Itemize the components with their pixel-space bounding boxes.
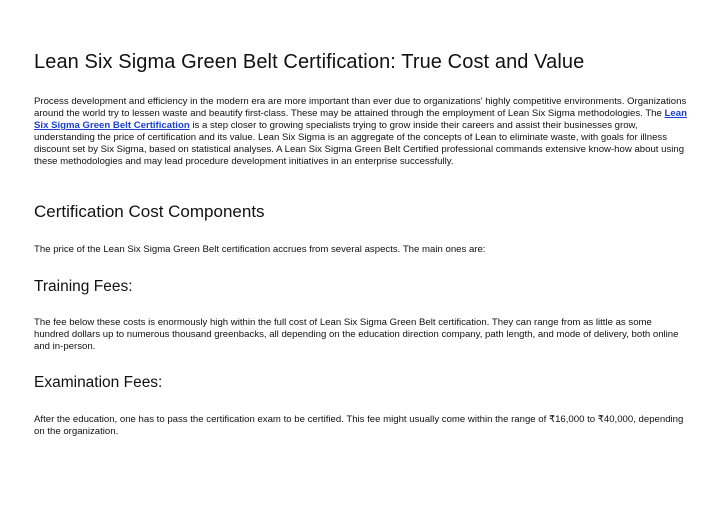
intro-text-after-link: is a step closer to growing specialists trying to grow inside their careers and assist their businesses grow, understanding the price of certification and its value. Lean Six Sigma is an aggregate of the concepts of Lean to eliminate waste, with goals for illness discount set by Six Sigma, based on statistical analyses. A Lean Six Sigma Green Belt Certified professional commands extensive know-how about using these methodologies and may lead procedure development initiatives in an enterprise successfully. [34, 120, 685, 167]
certification-link[interactable]: Lean Six Sigma Green Belt Certification [34, 108, 687, 131]
examination-fees-heading: Examination Fees: [34, 374, 163, 391]
cost-components-heading: Certification Cost Components [34, 202, 265, 221]
training-fees-text: The fee below these costs is enormously high within the full cost of Lean Six Sigma Green Belt certification. They can range from as little as some hundred dollars up to numerous thousand greenbacks, all depending on the education direction company, path length, and mode of delivery, both online and in-person. [34, 317, 679, 352]
intro-paragraph [34, 96, 689, 168]
training-fees-heading: Training Fees: [34, 278, 133, 295]
intro-text-before-link: Process development and efficiency in the modern era are more important than ever due to organizations' highly competitive environments. Organizations around the world try to lessen waste and beautify first-class. These may be attained through the employment of Lean Six Sigma methodologies. The [34, 96, 687, 119]
page-title: Lean Six Sigma Green Belt Certification: True Cost and Value [34, 51, 585, 73]
cost-components-text: The price of the Lean Six Sigma Green Belt certification accrues from several aspects. The main ones are: [34, 244, 486, 255]
examination-fees-text: After the education, one has to pass the certification exam to be certified. This fee might usually come within the range of ₹16,000 to ₹40,000, depending on the organization. [34, 414, 684, 437]
